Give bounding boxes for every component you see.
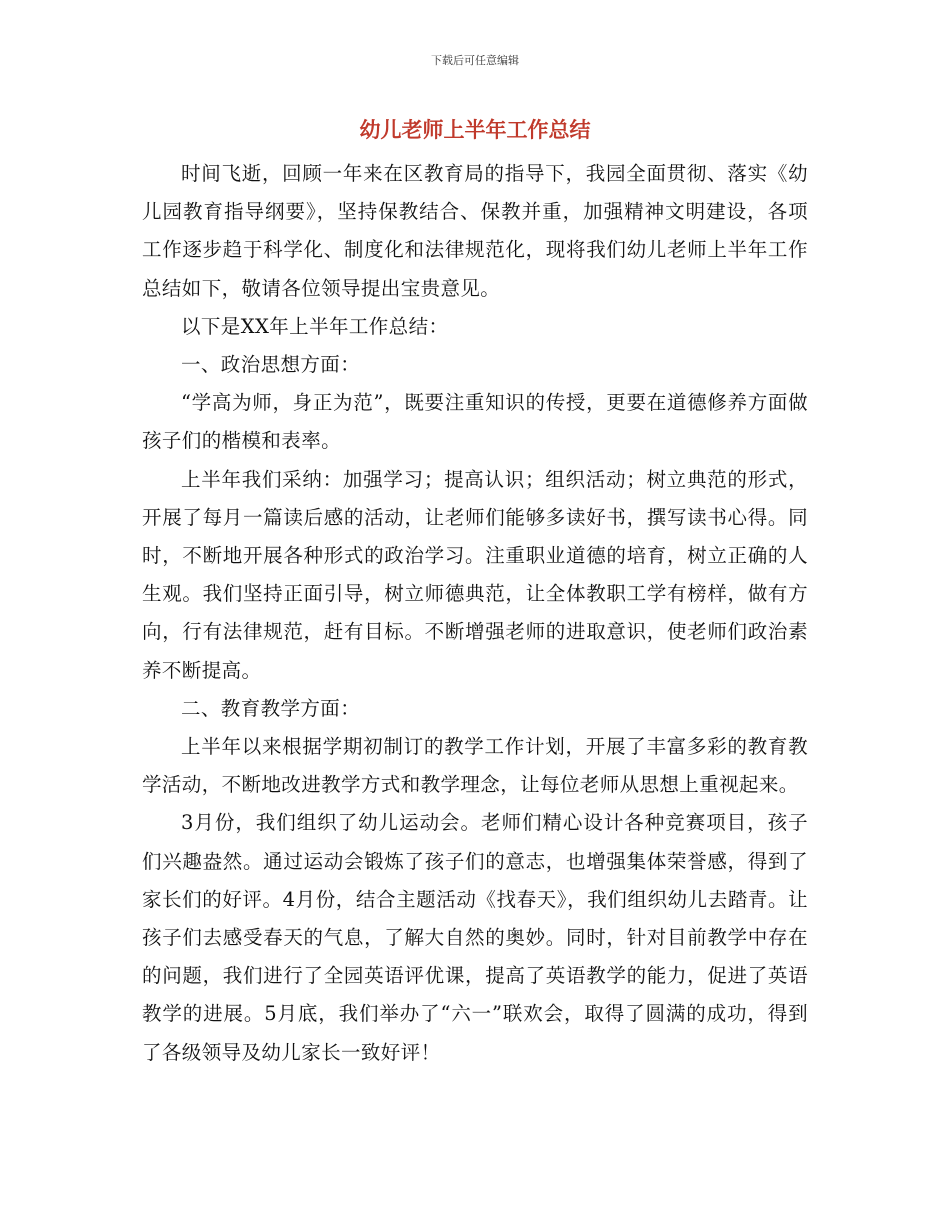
section-heading-teaching: 二、教育教学方面：: [181, 696, 361, 720]
section-heading-politics: 一、政治思想方面：: [181, 353, 361, 377]
paragraph-summary-lead: 以下是XX年上半年工作总结：: [181, 314, 449, 338]
page-header-note: 下载后可任意编辑: [431, 54, 519, 67]
paragraph-teaching-plan: 上半年以来根据学期初制订的教学工作计划，开展了丰富多彩的教育教学活动，不断地改进教学方式和教学理念，让每位老师从思想上重视起来。: [142, 735, 808, 797]
paragraph-politics-detail: 上半年我们采纳：加强学习；提高认识；组织活动；树立典范的形式，开展了每月一篇读后感的活动，让老师们能够多读好书，撰写读书心得。同时，不断地开展各种形式的政治学习。注重职业道德的培育，树立正确的人生观。我们坚持正面引导，树立师德典范，让全体教职工学有榜样，做有方向，行有法律规范，赶有目标。不断增强老师的进取意识，使老师们政治素养不断提高。: [142, 467, 808, 682]
paragraph-motto: “学高为师，身正为范”，既要注重知识的传授，更要在道德修养方面做孩子们的楷模和表率。: [142, 391, 808, 453]
paragraph-activities: 3月份，我们组织了幼儿运动会。老师们精心设计各种竞赛项目，孩子们兴趣盎然。通过运动会锻炼了孩子们的意志，也增强集体荣誉感，得到了家长们的好评。4月份，结合主题活动《找春天》，我们组织幼儿去踏青。让孩子们去感受春天的气息，了解大自然的奥妙。同时，针对目前教学中存在的问题，我们进行了全园英语评优课，提高了英语教学的能力，促进了英语教学的进展。5月底，我们举办了“六一”联欢会，取得了圆满的成功，得到了各级领导及幼儿家长一致好评！: [142, 811, 808, 1064]
document-title: 幼儿老师上半年工作总结: [359, 118, 591, 142]
paragraph-intro: 时间飞逝，回顾一年来在区教育局的指导下，我园全面贯彻、落实《幼儿园教育指导纲要》，坚持保教结合、保教并重，加强精神文明建设，各项工作逐步趋于科学化、制度化和法律规范化，现将我们幼儿老师上半年工作总结如下，敬请各位领导提出宝贵意见。: [142, 162, 808, 300]
document-body: [142, 155, 808, 1072]
